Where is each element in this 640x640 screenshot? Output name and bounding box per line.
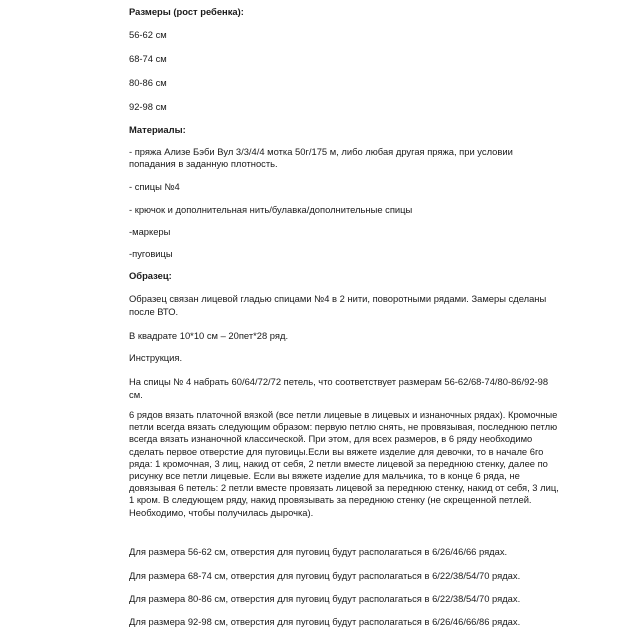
paragraph-line: петли всегда вязать следующим образом: первую петлю снять, не провязывая, последнюю петлю [129,421,558,433]
buttonhole-size-line: Для размера 68-74 см, отверстия для пуговиц будут располагаться в 6/22/38/54/70 рядах. [129,570,521,581]
size-item: 56-62 см [129,29,167,40]
paragraph-line: сделать первое отверстие для пуговицы.Если вы вяжете изделие для девочки, то в начале 6го [129,445,544,457]
sample-heading: Образец: [129,270,172,281]
paragraph-line: довязывая 6 петель: 2 петли вместе провязать лицевой за переднюю стенку, накид от себя, 3 лиц, [129,482,559,494]
material-item: -пуговицы [129,248,173,259]
buttonhole-size-line: Для размера 56-62 см, отверстия для пуговиц будут располагаться в 6/26/46/66 рядах. [129,546,508,557]
paragraph-line: 1 кром. В следующем ряду, накид провязывать за переднюю стенку (не скрещенной петлей. [129,494,532,506]
buttonhole-size-line: Для размера 80-86 см, отверстия для пуговиц будут располагаться в 6/22/38/54/70 рядах. [129,593,521,604]
material-item: -маркеры [129,226,171,237]
material-item-continued: попадания в заданную плотность. [129,158,278,169]
instructions-heading: Инструкция. [129,352,183,363]
cast-on-text: На спицы № 4 набрать 60/64/72/72 петель, что соответствует размерам 56-62/68-74/80-86/92-98 [129,376,549,387]
sample-gauge: В квадрате 10*10 см – 20пет*28 ряд. [129,330,289,341]
paragraph-line: 6 рядов вязать платочной вязкой (все петли лицевые в лицевых и изнаночных рядах). Кромочные [129,409,558,420]
garter-stitch-paragraph [129,409,559,519]
cast-on-text-continued: см. [129,389,143,400]
paragraph-line: ряда: 1 кромочная, 3 лиц, накид от себя, 2 петли вместе лицевой за переднюю стенку, далее по [129,457,548,469]
buttonhole-size-line: Для размера 92-98 см, отверстия для пуговиц будут располагаться в 6/26/46/66/86 рядах. [129,616,521,627]
size-item: 80-86 см [129,77,167,88]
paragraph-line: рисунку все петли лицевые. Если вы вяжете изделие для мальчика, то в конце 6 ряда, не [129,470,520,482]
paragraph-line: Необходимо, чтобы получилась дырочка). [129,506,314,518]
paragraph-line: всегда вязать изнаночной классической. При этом, для всех размеров, в 6 ряду необходимо [129,433,533,445]
size-item: 68-74 см [129,53,167,64]
material-item: - крючок и дополнительная нить/булавка/дополнительные спицы [129,204,413,215]
sample-description: Образец связан лицевой гладью спицами №4 в 2 нити, поворотными рядами. Замеры сделаны [129,293,547,304]
size-item: 92-98 см [129,101,167,112]
sample-description-continued: после ВТО. [129,306,179,317]
material-item: - пряжа Ализе Бэби Вул 3/3/4/4 мотка 50г/175 м, либо любая другая пряжа, при условии [129,146,513,157]
materials-heading: Материалы: [129,124,186,135]
sizes-heading: Размеры (рост ребенка): [129,6,244,17]
material-item: - спицы №4 [129,181,180,192]
